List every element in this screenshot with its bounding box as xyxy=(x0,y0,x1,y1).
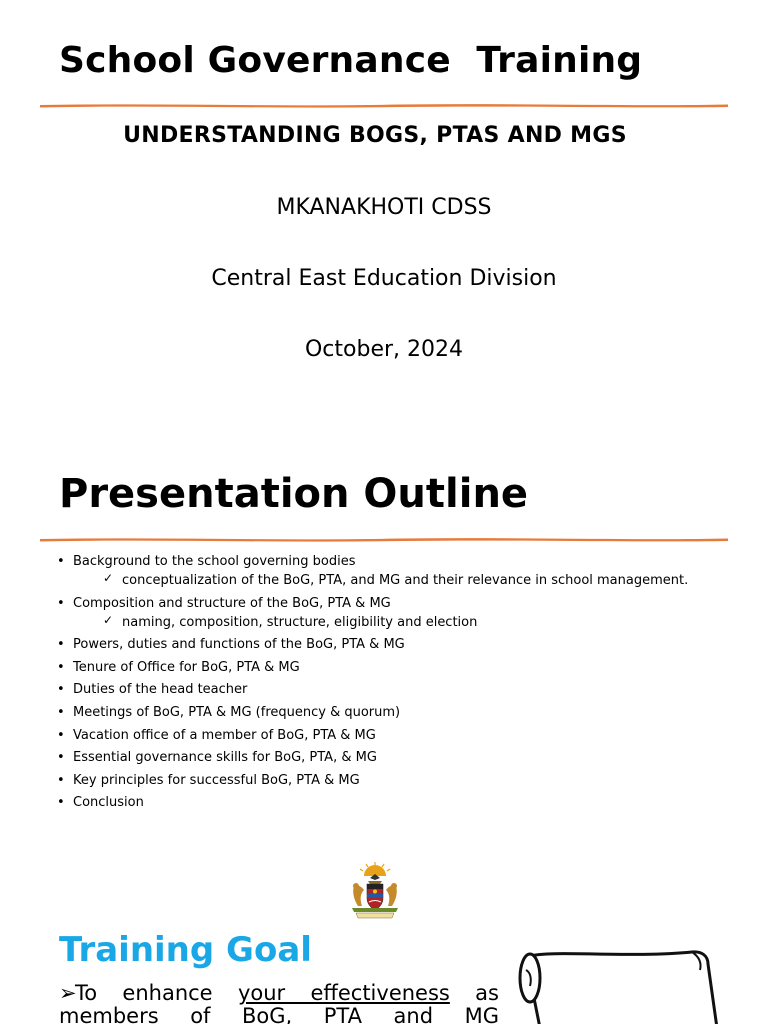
title-underline xyxy=(40,101,728,109)
slide-title: Presentation Outline xyxy=(59,471,529,517)
list-item xyxy=(57,750,757,765)
outline-slide xyxy=(0,420,768,840)
malawi-coat-of-arms-icon xyxy=(346,862,404,920)
list-item-text: Conclusion xyxy=(73,795,144,811)
bullet-icon: • xyxy=(57,795,65,811)
slide-subtitle: UNDERSTANDING BOGS, PTAS AND MGS xyxy=(123,123,627,148)
title-underline xyxy=(40,535,728,543)
list-item-text: Tenure of Office for BoG, PTA & MG xyxy=(73,659,300,675)
presentation-date: October, 2024 xyxy=(304,337,464,362)
arrow-bullet-icon: ➢ xyxy=(59,981,77,1005)
list-item-text: Vacation office of a member of BoG, PTA & MG xyxy=(73,727,376,743)
slide-title: Training Goal xyxy=(59,930,312,970)
goal-text xyxy=(59,982,499,1024)
list-item-text: Duties of the head teacher xyxy=(73,682,248,698)
bullet-icon: • xyxy=(57,727,65,743)
division-name: Central East Education Division xyxy=(211,266,557,291)
bullet-icon: • xyxy=(57,554,65,569)
goal-prefix: To enhance xyxy=(75,981,238,1005)
list-item xyxy=(57,728,757,743)
list-item-text: Powers, duties and functions of the BoG, PTA & MG xyxy=(73,637,405,653)
outline-list xyxy=(57,554,757,818)
bullet-icon: • xyxy=(57,595,65,611)
list-item xyxy=(57,795,757,810)
checkmark-icon: ✓ xyxy=(103,571,114,585)
bullet-icon: • xyxy=(57,772,65,788)
sub-item-text: naming, composition, structure, eligibility and election xyxy=(122,614,478,630)
bullet-icon: • xyxy=(57,682,65,698)
sub-item-text: conceptualization of the BoG, PTA, and MG and their relevance in school management. xyxy=(122,573,689,588)
list-item-text: Background to the school governing bodies xyxy=(73,554,356,569)
title-slide xyxy=(0,0,768,420)
school-name: MKANAKHOTI CDSS xyxy=(276,195,492,220)
sub-item xyxy=(73,573,757,588)
list-item xyxy=(57,637,757,652)
list-item xyxy=(57,596,757,630)
list-item-text: Composition and structure of the BoG, PTA & MG xyxy=(73,595,391,611)
list-item xyxy=(57,773,757,788)
list-item-text: Meetings of BoG, PTA & MG (frequency & quorum) xyxy=(73,704,401,720)
checkmark-icon: ✓ xyxy=(103,612,114,627)
list-item xyxy=(57,660,757,675)
scroll-illustration-icon xyxy=(512,948,732,1024)
list-item xyxy=(57,705,757,720)
bullet-icon: • xyxy=(57,704,65,720)
bullet-icon: • xyxy=(57,750,65,766)
slide-title: School Governance Training xyxy=(59,40,643,81)
bullet-icon: • xyxy=(57,637,65,653)
list-item-text: Essential governance skills for BoG, PTA, & MG xyxy=(73,750,377,766)
goal-underlined: your effectiveness xyxy=(237,981,450,1005)
list-item xyxy=(57,682,757,697)
bullet-icon: • xyxy=(57,659,65,675)
goal-suffix: as members of BoG, PTA and MG xyxy=(59,981,499,1024)
training-goal-slide xyxy=(0,840,768,1024)
list-item xyxy=(57,554,757,588)
list-item-text: Key principles for successful BoG, PTA & MG xyxy=(73,772,360,788)
sub-item xyxy=(73,612,757,630)
